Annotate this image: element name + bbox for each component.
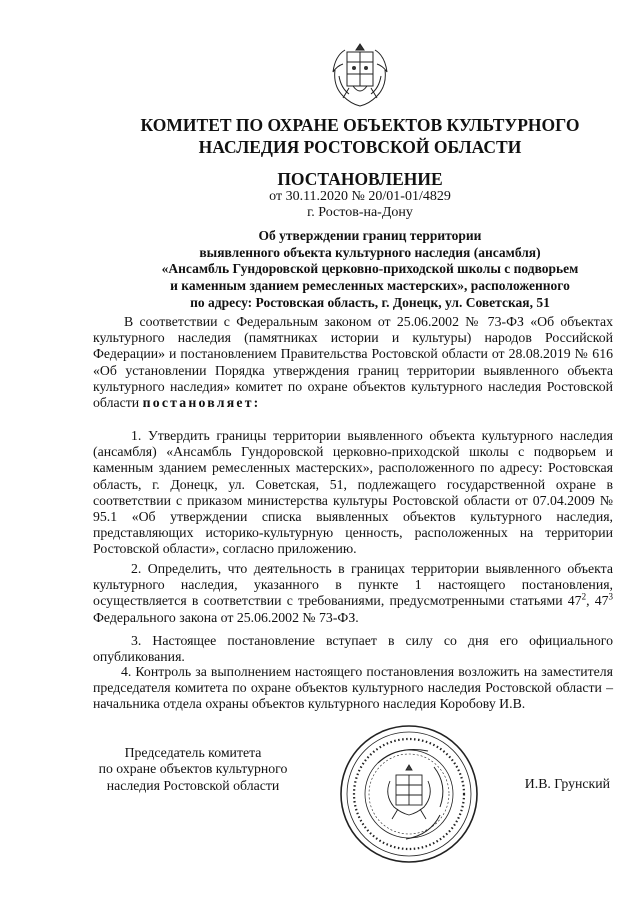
intro-text: В соответствии с Федеральным законом от 25.06.2002 № 73-ФЗ «Об объектах культурного наследия (памятниках истории и культуры) народов Российской Федерации» и постановлением Правительства Ростовской области от 28.08.2019 № 616 «Об установлении Порядка утверждения границ территории выявленного объекта культурного наследия» комитет по охране объектов культурного наследия Ростовской области — [93, 314, 613, 411]
item-3-text: 3. Настоящее постановление вступает в силу со дня его официального опубликования. — [93, 633, 613, 665]
item-2-sup-1: 2 — [581, 591, 587, 602]
item-3 — [93, 633, 613, 665]
document-subject — [90, 228, 640, 312]
item-2-text-b: , 47 — [586, 593, 609, 609]
document-type: ПОСТАНОВЛЕНИЕ — [277, 169, 443, 189]
signatory-position-line-2: по охране объектов культурного — [98, 761, 288, 777]
signatory-name: И.В. Грунский — [524, 776, 610, 791]
org-line-1: КОМИТЕТ ПО ОХРАНЕ ОБЪЕКТОВ КУЛЬТУРНОГО — [140, 115, 580, 135]
item-2 — [93, 561, 613, 626]
organization-name — [90, 114, 630, 158]
signatory-position-line-3: наследия Ростовской области — [106, 777, 280, 793]
subject-line-3: «Ансамбль Гундоровской церковно-приходской школы с подворьем — [161, 261, 579, 277]
item-1 — [93, 428, 613, 558]
item-1-text: 1. Утвердить границы территории выявленного объекта культурного наследия (ансамбля) «Ансамбль Гундоровской церковно-приходской школы с подворьем и каменным зданием ремесленных мастерских», расположенного по адресу: Ростовская область, г. Донецк, ул. Советская, 51, подлежащего государственной охране в соответствии с приказом министерства культуры Ростовской области от 07.04.2009 № 95.1 «Об утверждении списка выявленных объектов культурного наследия, представляющих историко-культурную ценность, расположенных на территории Ростовской области», согласно приложению. — [93, 428, 613, 557]
subject-line-5: по адресу: Ростовская область, г. Донецк, ул. Советская, 51 — [190, 294, 550, 310]
subject-line-4: и каменным зданием ремесленных мастерских», расположенного — [170, 278, 570, 294]
resolves-word: постановляет: — [142, 395, 261, 411]
document-place: г. Ростов-на-Дону — [307, 205, 413, 220]
subject-line-1: Об утверждении границ территории — [258, 228, 482, 243]
org-line-2: НАСЛЕДИЯ РОСТОВСКОЙ ОБЛАСТИ — [198, 137, 522, 157]
item-4 — [93, 664, 613, 713]
intro-paragraph — [93, 314, 613, 411]
document-date-number: от 30.11.2020 № 20/01-01/4829 — [269, 189, 451, 204]
subject-line-2: выявленного объекта культурного наследия (ансамбля) — [199, 244, 541, 260]
item-4-text: 4. Контроль за выполнением настоящего постановления возложить на заместителя председателя комитета по охране объектов культурного наследия Ростовской области – начальника отдела охраны объектов культурного наследия Коробову И.В. — [93, 664, 613, 712]
item-2-text-c: Федерального закона от 25.06.2002 № 73-ФЗ. — [93, 609, 359, 625]
signatory-position — [88, 745, 298, 794]
official-seal-icon — [338, 723, 480, 865]
signatory-position-line-1: Председатель комитета — [124, 745, 262, 760]
item-2-sup-2: 3 — [608, 591, 613, 602]
coat-of-arms-icon — [327, 42, 393, 110]
item-2-text-a: 2. Определить, что деятельность в границах территории выявленного объекта культурного наследия, указанного в пункте 1 настоящего постановления, осуществляется в соответствии с требованиями, предусмотренными статьями 47 — [93, 561, 613, 609]
